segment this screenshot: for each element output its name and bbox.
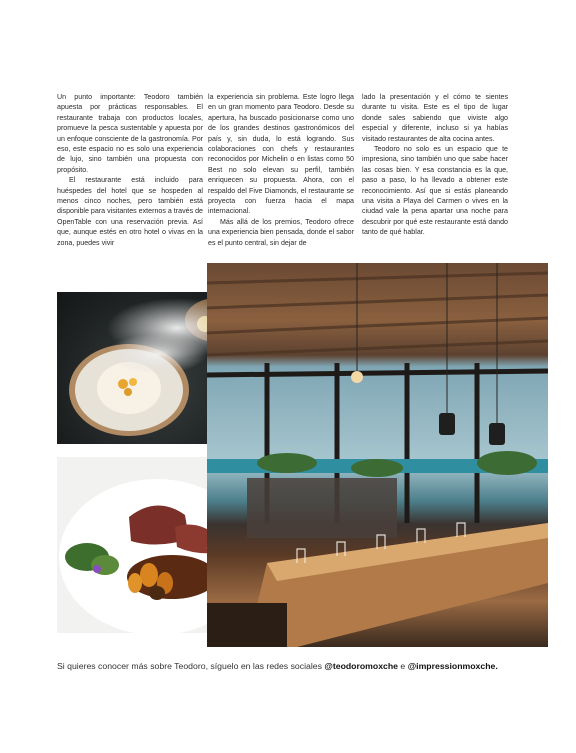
paragraph: Un punto importante: Teodoro también apuesta por prácticas responsables. El restaurante trabaja con productos locales, promueve la pesca sustentable y apuesta por un enfoque consciente de la gastronomía. Por eso, este espacio no es solo una experiencia de lujo, sino también una propuesta con propósito. — [57, 93, 203, 174]
caption-connector: e — [398, 661, 408, 671]
instagram-handle-teodoro[interactable]: @teodoromoxche — [324, 661, 399, 671]
social-caption — [57, 660, 547, 672]
caption-text: Si quieres conocer más sobre Teodoro, síguelo en las redes sociales — [57, 661, 325, 671]
text-column-1 — [57, 92, 203, 248]
instagram-handle-impression[interactable]: @impressionmoxche. — [407, 661, 498, 671]
photo-restaurant-interior — [207, 263, 548, 647]
paragraph: El restaurante está incluido para huéspedes del hotel que se hospeden al menos cinco noches, pero también está disponible para visitantes externos a través de OpenTable con una reservación previa. Así que, aunque estés en otro hotel o vivas en la zona, puedes vivir — [57, 176, 203, 247]
paragraph: lado la presentación y el cómo te sientes durante tu visita. Este es el tipo de lugar donde sales sabiendo que viviste algo especial y diferente, incluso si ya habías visitado restaurantes de alta cocina antes. — [362, 93, 508, 143]
text-column-2 — [208, 92, 354, 248]
paragraph: la experiencia sin problema. Este logro llega en un gran momento para Teodoro. Desde su apertura, ha buscado posicionarse como uno de los grandes destinos gastronómicos del país y, sin duda, lo está logrando. Sus colaboraciones con chefs y restaurantes reconocidos por Michelin o en listas como 50 Best no solo elevan su perfil, también enriquecen su propuesta. Ahora, con el respaldo del Five Diamonds, el restaurante se proyecta con fuerza hacia el mapa internacional. — [208, 93, 354, 216]
paragraph: Más allá de los premios, Teodoro ofrece una experiencia bien pensada, donde el sabor es el punto central, sin dejar de — [208, 217, 354, 247]
text-column-3 — [362, 92, 508, 238]
paragraph: Teodoro no solo es un espacio que te impresiona, sino también uno que sabe hacer las cosas bien. Y esa constancia es la que, paso a paso, lo ha llevado a obtener este reconocimiento. Así que si estás planeando una visita a Playa del Carmen o vives en la ciudad vale la pena apartar una noche para descubrir por qué este restaurante está dando tanto de qué hablar. — [362, 145, 508, 237]
